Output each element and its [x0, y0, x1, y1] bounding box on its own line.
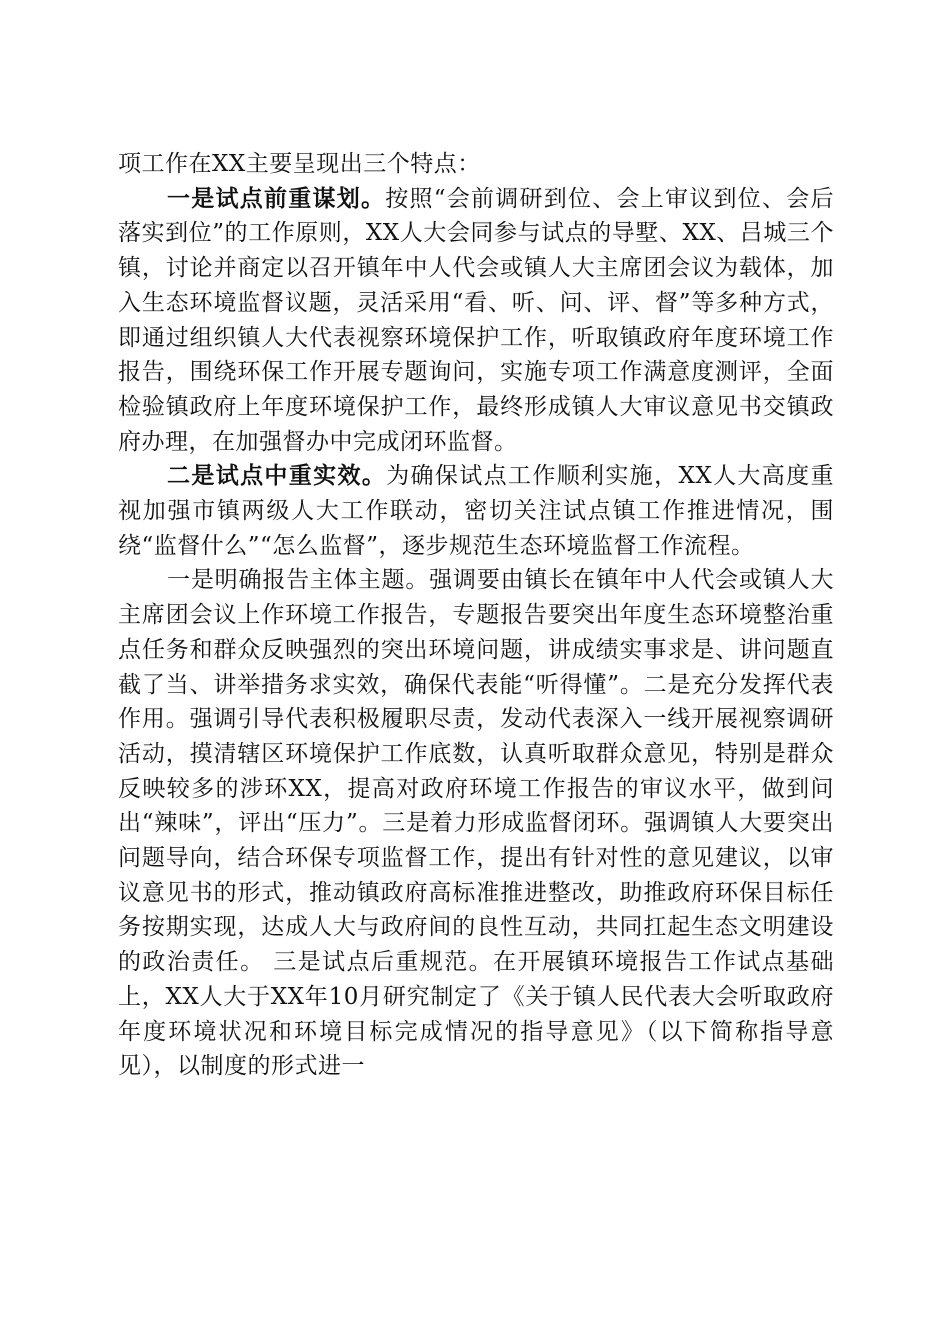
paragraph-lead: 二是试点中重实效。	[167, 462, 387, 490]
document-body	[118, 147, 834, 1084]
paragraph-planning	[118, 182, 834, 460]
paragraph-text: 按照“会前调研到位、会上审议到位、会后落实到位”的工作原则，XX人大会同参与试点的导墅、XX、吕城三个镇，讨论并商定以召开镇年中人代会或镇人大主席团会议为载体，加入生态环境监督议题，灵活采用“看、听、问、评、督”等多种方式，即通过组织镇人大代表视察环境保护工作，听取镇政府年度环境工作报告，围绕环保工作开展专题询问，实施专项工作满意度测评，全面检验镇政府上年度环境保护工作，最终形成镇人大审议意见书交镇政府办理，在加强督办中完成闭环监督。	[118, 185, 834, 455]
paragraph-effectiveness	[118, 459, 834, 563]
paragraph-text: 为确保试点工作顺利实施，XX人大高度重视加强市镇两级人大工作联动，密切关注试点镇工作推进情况，围绕“监督什么”“怎么监督”，逐步规范生态环境监督工作流程。	[118, 463, 834, 559]
paragraph-text: 一是明确报告主体主题。强调要由镇长在镇年中人代会或镇人大主席团会议上作环境工作报告，专题报告要突出年度生态环境整治重点任务和群众反映强烈的突出环境问题，讲成绩实事求是、讲问题直截了当、讲举措务求实效，确保代表能“听得懂”。二是充分发挥代表作用。强调引导代表积极履职尽责，发动代表深入一线开展视察调研活动，摸清辖区环境保护工作底数，认真听取群众意见，特别是群众反映较多的涉环XX，提高对政府环境工作报告的审议水平，做到问出“辣味”，评出“压力”。三是着力形成监督闭环。强调镇人大要突出问题导向，结合环保专项监督工作，提出有针对性的意见建议，以审议意见书的形式，推动镇政府高标准推进整改，助推政府环保目标任务按期实现，达成人大与政府间的良性互动，共同扛起生态文明建设的政治责任。 三是试点后重规范。在开展镇环境报告工作试点基础上，XX人大于XX年10月研究制定了《关于镇人民代表大会听取政府年度环境状况和环境目标完成情况的指导意见》（以下简称指导意见），以制度的形式进一	[118, 567, 834, 1080]
paragraph-measures	[118, 563, 834, 1084]
paragraph-intro	[118, 147, 834, 182]
paragraph-lead: 一是试点前重谋划。	[167, 184, 386, 212]
paragraph-text: 项工作在XX主要呈现出三个特点：	[118, 151, 481, 177]
